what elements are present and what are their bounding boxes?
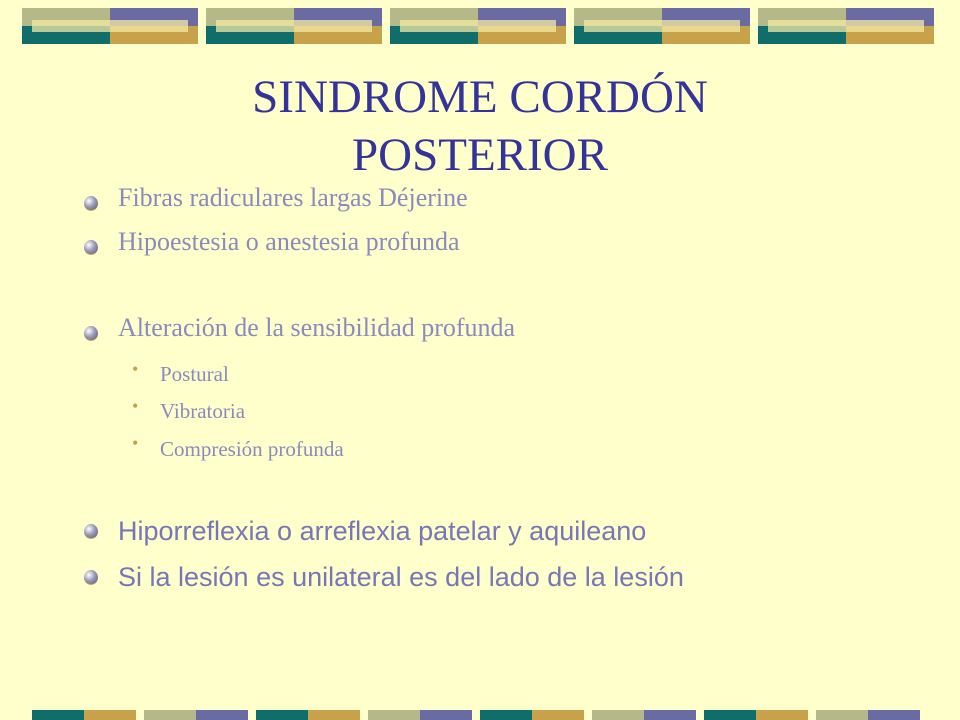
sub-bullet-text: Compresión profunda: [160, 437, 344, 461]
bullet-text: Fibras radiculares largas Déjerine: [118, 183, 468, 212]
sub-bullet-text: Postural: [160, 362, 229, 386]
sub-bullet-text: Vibratoria: [160, 399, 246, 423]
sub-bullet-dot-icon: •: [132, 433, 139, 453]
bullet-ball-icon: [84, 240, 98, 255]
bullet-ball-icon: [84, 196, 98, 211]
slide-title: SINDROME CORDÓN POSTERIOR: [252, 71, 708, 181]
bullet-ball-icon: [84, 326, 98, 341]
sub-bullet-dot-icon: •: [132, 359, 139, 379]
bottom-decorative-strip: [32, 710, 960, 720]
bullet-text: Alteración de la sensibilidad profunda: [118, 313, 516, 342]
bullet-text: Si la lesión es unilateral es del lado de la lesión: [118, 562, 684, 592]
bullet-ball-icon: [84, 524, 98, 539]
bullet-text: Hipoestesia o anestesia profunda: [118, 227, 460, 256]
sub-bullet-dot-icon: •: [132, 396, 139, 416]
bullet-ball-icon: [84, 570, 98, 585]
bullet-text: Hiporreflexia o arreflexia patelar y aquileano: [118, 516, 647, 546]
